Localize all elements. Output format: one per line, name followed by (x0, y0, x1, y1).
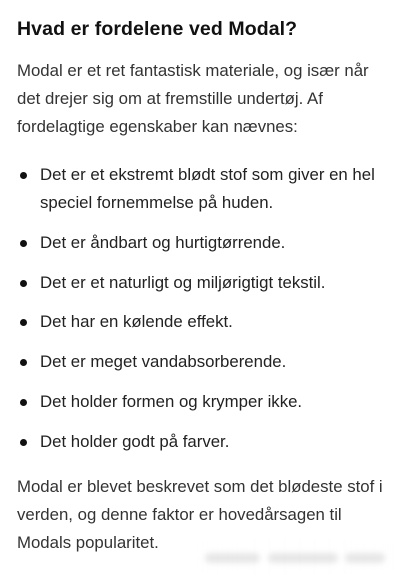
intro-paragraph: Modal er et ret fantastisk materiale, og især når det drejer sig om at fremstille undertøj. Af fordelagtige egenskaber kan nævnes: (17, 61, 369, 136)
blurred-text-smudge (205, 553, 260, 563)
list-item-text: Det har en kølende effekt. (40, 312, 233, 332)
outro-paragraph: Modal er blevet beskrevet som det blødeste stof i verden, og denne faktor er hovedårsagen til Modals popularitet. (17, 476, 383, 552)
list-item-text: Det er et ekstremt blødt stof som giver en hel speciel fornemmelse på huden. (40, 165, 375, 212)
list-item (17, 269, 394, 297)
list-item (17, 388, 394, 416)
list-item-text: Det er et naturligt og miljørigtigt tekstil. (40, 272, 326, 292)
bullet-icon (20, 359, 27, 366)
list-item-text: Det holder godt på farver. (40, 431, 230, 451)
bullet-icon (20, 280, 27, 287)
list-item (17, 428, 394, 456)
bullet-icon (20, 319, 27, 326)
list-item (17, 348, 394, 376)
list-item-text: Det er meget vandabsorberende. (40, 352, 287, 372)
bullet-icon (20, 439, 27, 446)
list-item (17, 161, 394, 217)
blurred-text-smudge (345, 553, 385, 563)
blurred-text-smudge (268, 553, 338, 563)
benefits-list (17, 161, 394, 456)
bullet-icon (20, 399, 27, 406)
section-heading: Hvad er fordelene ved Modal? (17, 18, 298, 40)
bullet-icon (20, 240, 27, 247)
list-item (17, 308, 394, 336)
bullet-icon (20, 172, 27, 179)
list-item (17, 229, 394, 257)
list-item-text: Det holder formen og krymper ikke. (40, 391, 303, 411)
list-item-text: Det er åndbart og hurtigtørrende. (40, 232, 286, 252)
